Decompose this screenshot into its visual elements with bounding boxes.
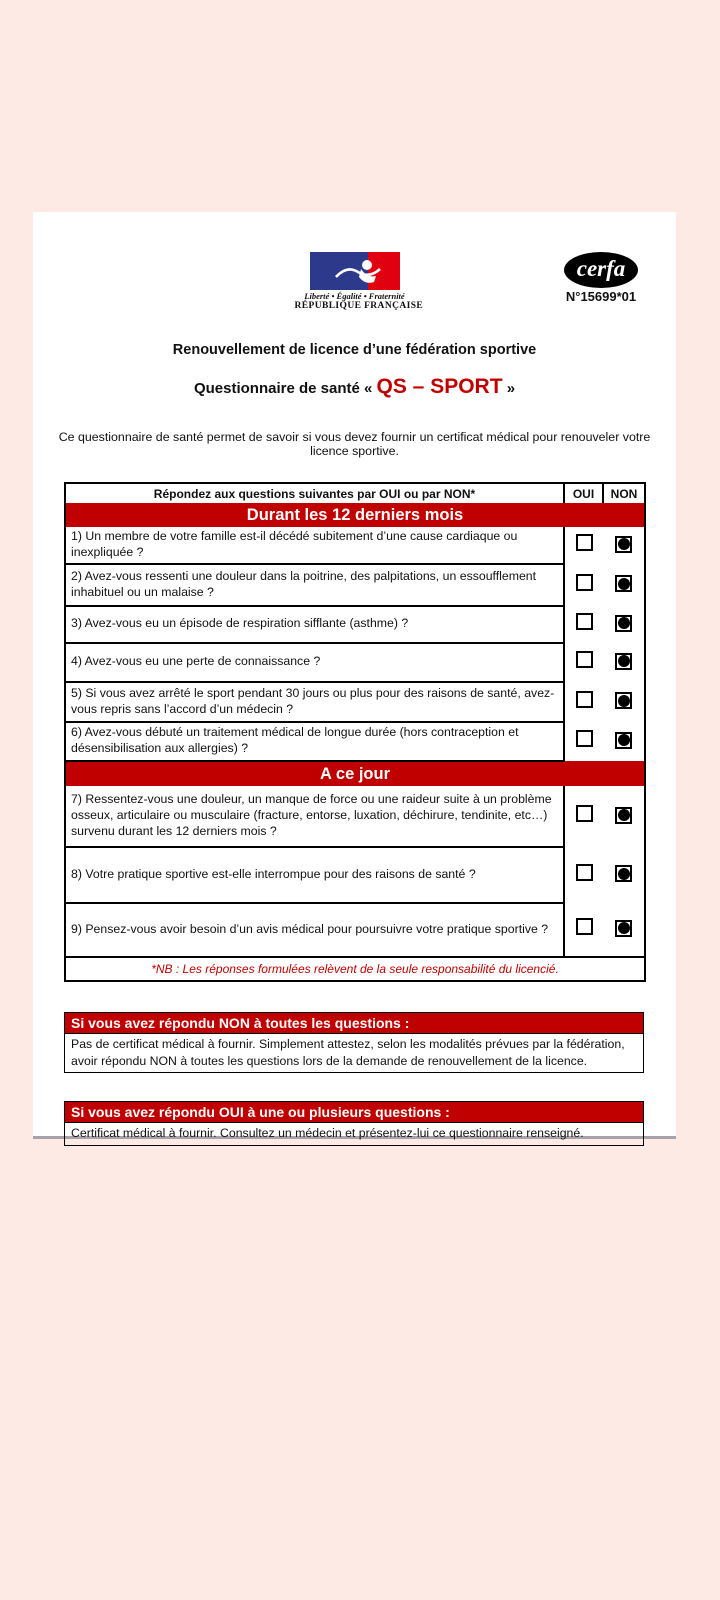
question-1-text: 1) Un membre de votre famille est-il décédé subitement d’une cause cardiaque ou inexpliquée ?	[65, 527, 564, 564]
result-non-title: Si vous avez répondu NON à toutes les questions :	[64, 1012, 644, 1034]
subtitle-suffix: »	[502, 380, 516, 397]
republique-francaise-logo	[294, 252, 424, 311]
cerfa-ellipse-icon	[564, 252, 638, 288]
cerfa-logo	[556, 252, 646, 304]
page-title: Renouvellement de licence d’une fédération sportive	[172, 342, 537, 358]
section-banner-row	[65, 761, 645, 786]
intro-paragraph: Ce questionnaire de santé permet de savoir si vous devez fournir un certificat médical pour renouveler votre licence sportive.	[58, 430, 651, 458]
question-7-text: 7) Ressentez-vous une douleur, un manque de force ou une raideur suite à un problème osseux, articulaire ou musculaire (fracture, entorse, luxation, déchirure, tendinite, etc…) survenu durant les 12 derniers mois ?	[65, 786, 564, 847]
country-text: RÉPUBLIQUE FRANÇAISE	[294, 301, 424, 311]
result-block-oui	[64, 1101, 644, 1146]
subtitle-highlight: QS – SPORT	[376, 375, 503, 398]
q2-oui-checkbox[interactable]	[576, 574, 593, 591]
health-questionnaire-table	[64, 482, 646, 982]
q2-non-checkbox[interactable]	[615, 575, 632, 592]
q3-oui-checkbox[interactable]	[576, 613, 593, 630]
french-flag-icon	[295, 252, 415, 290]
question-9-text: 9) Pensez-vous avoir besoin d’un avis médical pour poursuivre votre pratique sportive ?	[65, 903, 564, 957]
question-8-text: 8) Votre pratique sportive est-elle interrompue pour des raisons de santé ?	[65, 847, 564, 903]
section-title-today: A ce jour	[65, 761, 645, 786]
q9-oui-checkbox[interactable]	[576, 918, 593, 935]
page-subtitle	[33, 374, 676, 402]
form-page	[33, 212, 676, 1141]
result-oui-body: Certificat médical à fournir. Consultez un médecin et présentez-lui ce questionnaire renseigné.	[64, 1123, 644, 1146]
q5-non-checkbox[interactable]	[615, 692, 632, 709]
cerfa-form-number: N°15699*01	[565, 289, 637, 304]
table-row	[65, 786, 645, 847]
table-row	[65, 527, 645, 564]
table-row	[65, 682, 645, 722]
q8-non-checkbox[interactable]	[615, 865, 632, 882]
q4-oui-checkbox[interactable]	[576, 651, 593, 668]
question-3-text: 3) Avez-vous eu un épisode de respiration sifflante (asthme) ?	[65, 606, 564, 643]
subtitle-prefix: Questionnaire de santé «	[193, 380, 377, 397]
q8-oui-checkbox[interactable]	[576, 864, 593, 881]
table-row	[65, 847, 645, 903]
result-non-body: Pas de certificat médical à fournir. Simplement attestez, selon les modalités prévues par la fédération, avoir répondu NON à toutes les questions lors de la demande de renouvellement de la licence.	[64, 1034, 644, 1073]
non-column-header: NON	[603, 483, 645, 503]
question-6-text: 6) Avez-vous débuté un traitement médical de longue durée (hors contraception et désensibilisation aux allergies) ?	[65, 722, 564, 761]
table-header-row	[65, 483, 645, 503]
q1-oui-checkbox[interactable]	[576, 534, 593, 551]
question-5-text: 5) Si vous avez arrêté le sport pendant 30 jours ou plus pour des raisons de santé, avez-vous repris sans l’accord d’un médecin ?	[65, 682, 564, 722]
table-row	[65, 643, 645, 682]
q6-oui-checkbox[interactable]	[576, 730, 593, 747]
result-oui-title: Si vous avez répondu OUI à une ou plusieurs questions :	[64, 1101, 644, 1123]
nb-footnote: *NB : Les réponses formulées relèvent de la seule responsabilité du licencié.	[65, 957, 645, 981]
section-title-last-12-months: Durant les 12 derniers mois	[65, 503, 645, 527]
table-row	[65, 903, 645, 957]
cerfa-wordmark: cerfa	[576, 256, 626, 281]
question-column-header: Répondez aux questions suivantes par OUI ou par NON*	[65, 483, 564, 503]
q7-non-checkbox[interactable]	[615, 807, 632, 824]
table-row	[65, 606, 645, 643]
oui-column-header: OUI	[564, 483, 603, 503]
result-block-non	[64, 1012, 644, 1073]
q5-oui-checkbox[interactable]	[576, 691, 593, 708]
q4-non-checkbox[interactable]	[615, 653, 632, 670]
q1-non-checkbox[interactable]	[615, 536, 632, 553]
footnote-row	[65, 957, 645, 981]
q6-non-checkbox[interactable]	[615, 732, 632, 749]
motto-text: Liberté • Égalité • Fraternité	[304, 291, 405, 301]
section-banner-row	[65, 503, 645, 527]
question-4-text: 4) Avez-vous eu une perte de connaissance ?	[65, 643, 564, 682]
q9-non-checkbox[interactable]	[615, 920, 632, 937]
question-2-text: 2) Avez-vous ressenti une douleur dans la poitrine, des palpitations, un essoufflement inhabituel ou un malaise ?	[65, 564, 564, 606]
q3-non-checkbox[interactable]	[615, 615, 632, 632]
table-row	[65, 564, 645, 606]
header-logos	[33, 252, 676, 316]
q7-oui-checkbox[interactable]	[576, 805, 593, 822]
table-row	[65, 722, 645, 761]
